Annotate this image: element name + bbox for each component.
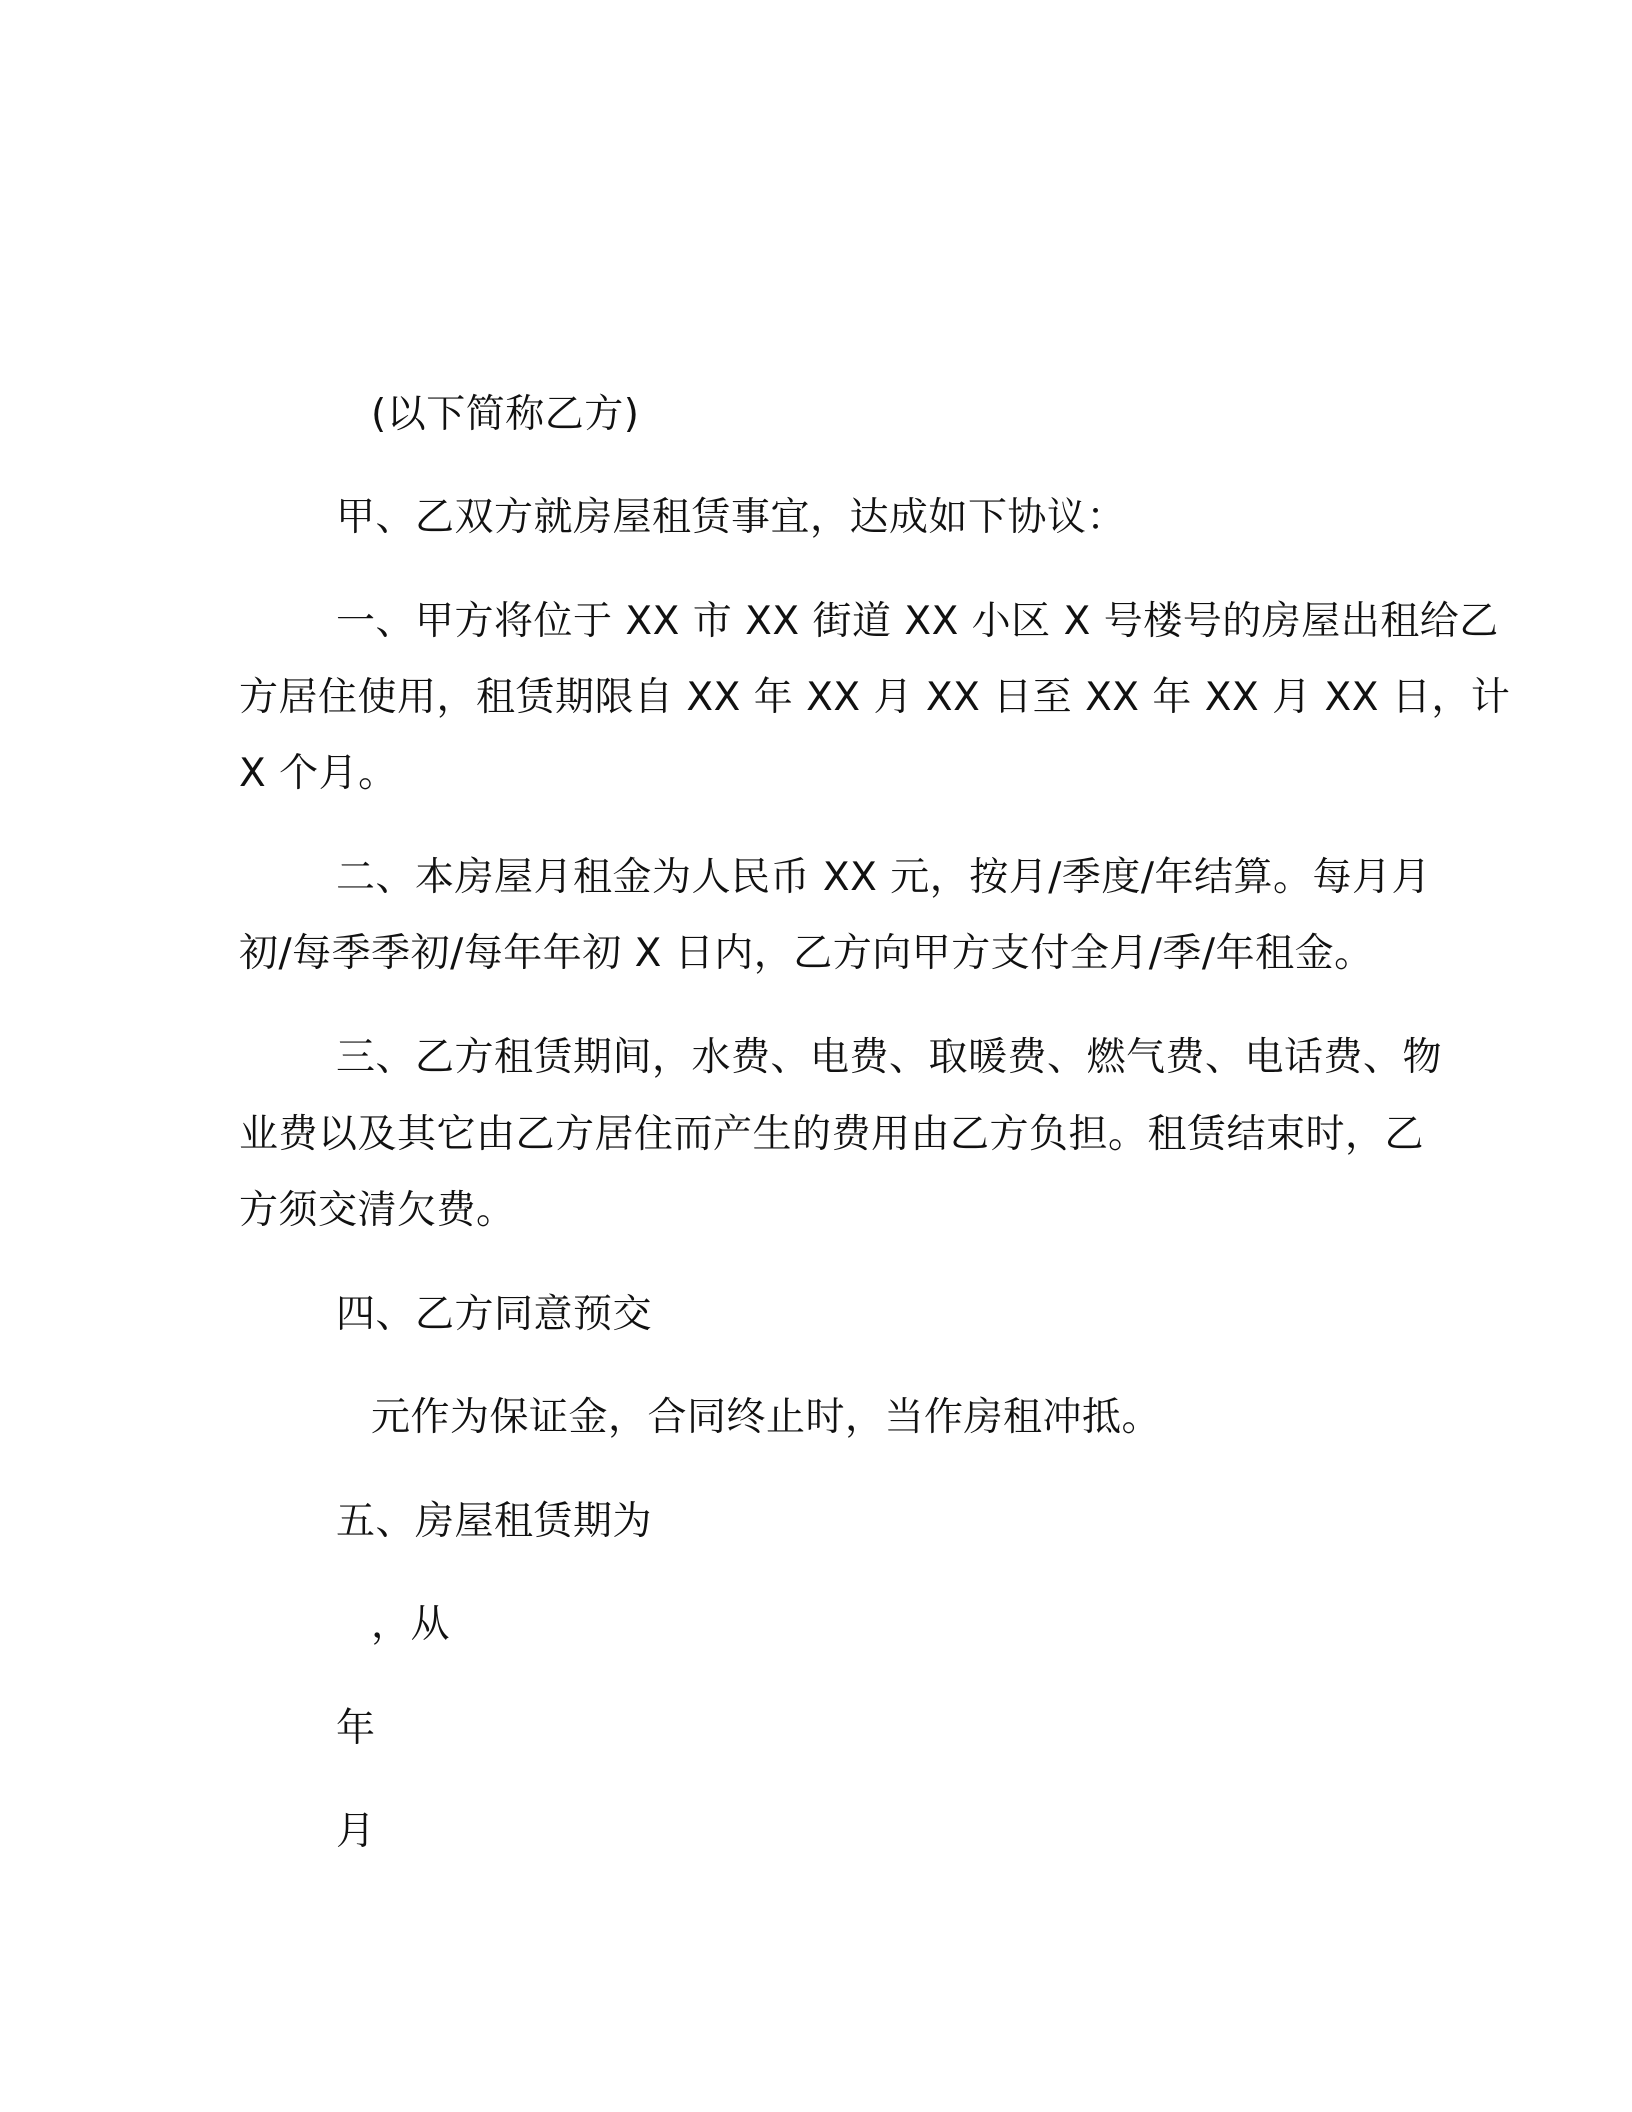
clause-3-line-2: 业费以及其它由乙方居住而产生的费用由乙方负担。租赁结束时，乙 (239, 1112, 1425, 1157)
clause-1-line-3: X 个月。 (239, 751, 398, 796)
clause-3-line-3: 方须交清欠费。 (239, 1188, 516, 1233)
clause-2-line-1: 二、本房屋月租金为人民币 XX 元，按月/季度/年结算。每月月 (336, 855, 1432, 900)
clause-3-line-1: 三、乙方租赁期间，水费、电费、取暖费、燃气费、电话费、物 (336, 1035, 1443, 1080)
clause-4-line-2: 元作为保证金，合同终止时，当作房租冲抵。 (371, 1395, 1162, 1440)
clause-5-line-2: ，从 (371, 1602, 451, 1647)
clause-2-line-2: 初/每季季初/每年年初 X 日内，乙方向甲方支付全月/季/年租金。 (239, 931, 1374, 976)
party-b-abbreviation: (以下简称乙方) (371, 392, 640, 437)
clause-5-year: 年 (336, 1706, 376, 1751)
clause-4-line-1: 四、乙方同意预交 (336, 1292, 653, 1337)
clause-5-line-1: 五、房屋租赁期为 (336, 1499, 653, 1544)
clause-1-line-1: 一、甲方将位于 XX 市 XX 街道 XX 小区 X 号楼号的房屋出租给乙 (336, 599, 1499, 644)
clause-5-month: 月 (336, 1809, 376, 1854)
agreement-intro: 甲、乙双方就房屋租赁事宜，达成如下协议： (336, 495, 1127, 540)
clause-1-line-2: 方居住使用，租赁期限自 XX 年 XX 月 XX 日至 XX 年 XX 月 XX 日，计 (239, 675, 1511, 720)
